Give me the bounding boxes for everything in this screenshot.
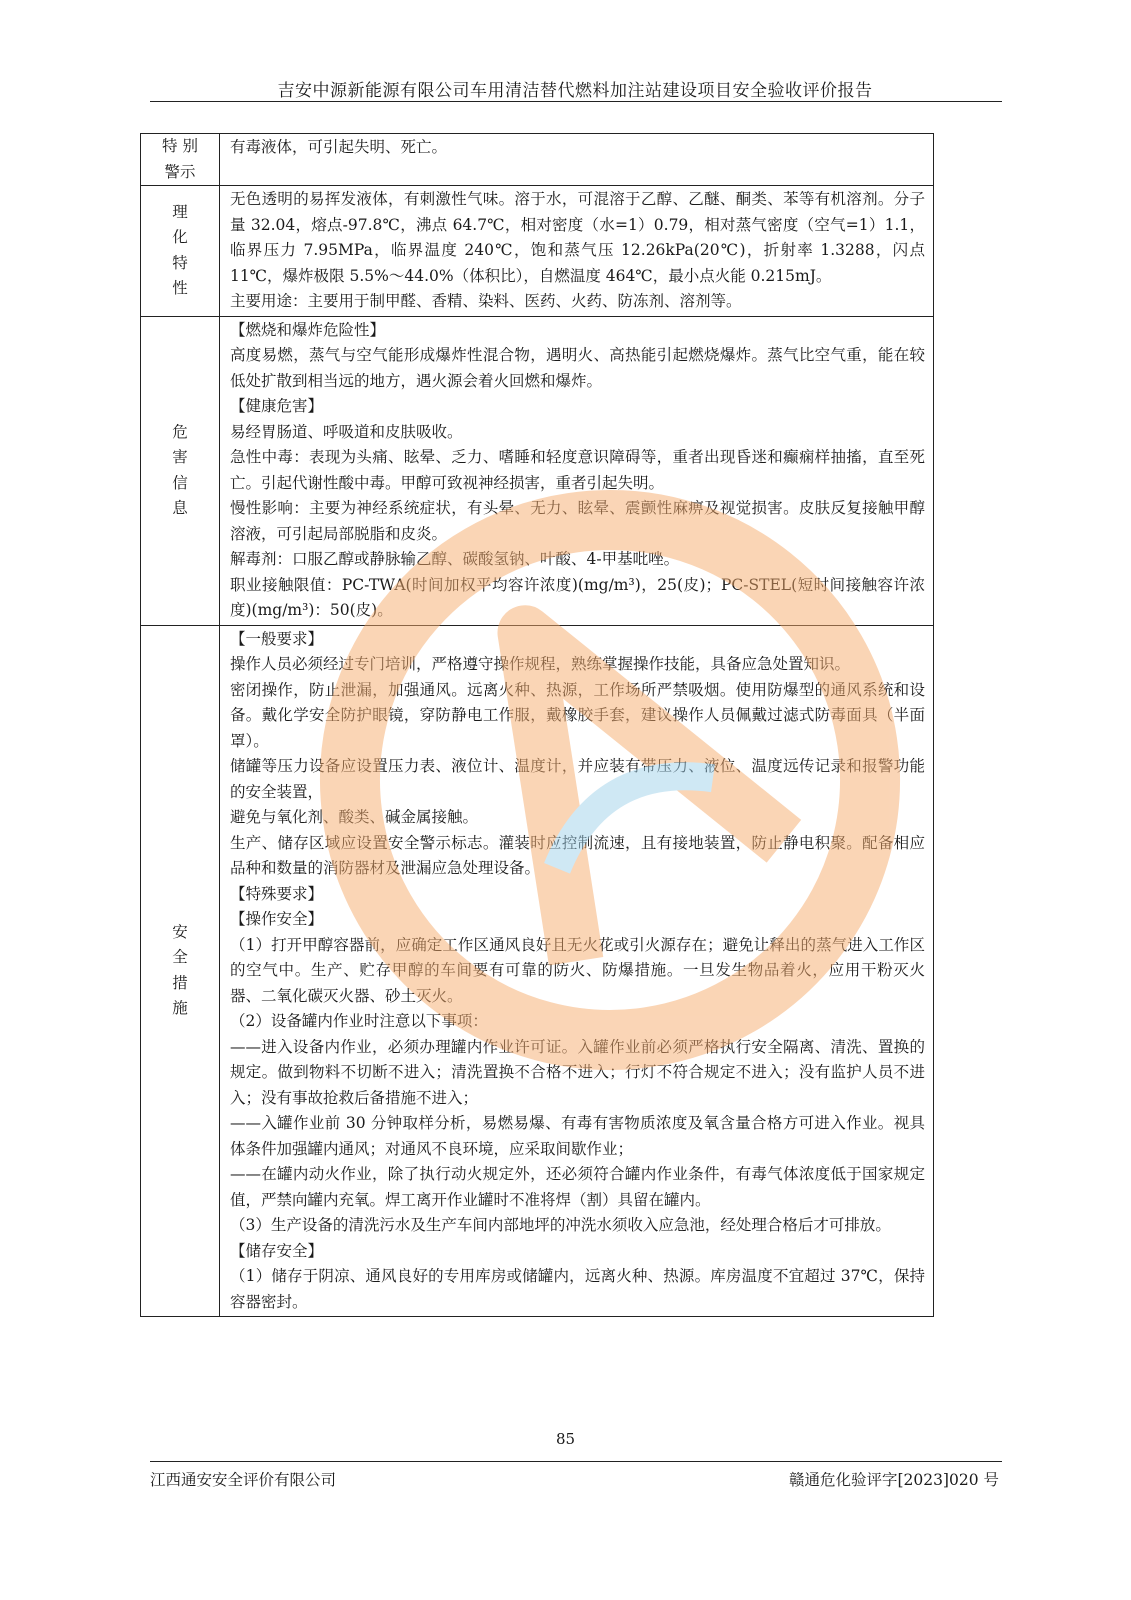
table-row [141, 134, 934, 186]
row-label-text: 性 [172, 279, 188, 298]
content-paragraph: （1）储存于阴凉、通风良好的专用库房或储罐内，远离火种、热源。库房温度不宜超过 37℃，保持容器密封。 [230, 1267, 925, 1311]
row-label-text: 化 [172, 228, 188, 247]
msds-table [140, 133, 934, 1317]
content-paragraph: ——在罐内动火作业，除了执行动火规定外，还必须符合罐内作业条件，有毒气体浓度低于国家规定值，严禁向罐内充氧。焊工离开作业罐时不准将焊（割）具留在罐内。 [230, 1165, 925, 1209]
content-paragraph: （3）生产设备的清洗污水及生产车间内部地坪的冲洗水须收入应急池，经处理合格后才可排放。 [230, 1216, 891, 1234]
row-label-text: 全 [172, 948, 188, 967]
row-label-text: 害 [172, 448, 188, 466]
footer-doc-number: 赣通危化验评字[2023]020 号 [788, 1471, 999, 1489]
row-label [141, 625, 220, 1317]
row-label [141, 186, 220, 317]
row-label-text: 特 别 [162, 137, 198, 155]
row-label-text: 措 [172, 973, 188, 992]
report-title: 吉安中源新能源有限公司车用清洁替代燃料加注站建设项目安全验收评价报告 [277, 81, 873, 101]
row-label-text: 警示 [164, 162, 196, 181]
content-paragraph: 有毒液体，可引起失明、死亡。 [230, 138, 448, 156]
content-paragraph: 生产、储存区域应设置安全警示标志。灌装时应控制流速，且有接地装置，防止静电积聚。配备相应品种和数量的消防器材及泄漏应急处理设备。 [230, 833, 925, 877]
row-label-text: 施 [172, 999, 188, 1018]
content-paragraph: 【储存安全】 [230, 1241, 324, 1260]
page-number: 85 [555, 1430, 576, 1448]
content-paragraph: 慢性影响：主要为神经系统症状，有头晕、无力、眩晕、震颤性麻痹及视觉损害。皮肤反复接触甲醇溶液，可引起局部脱脂和皮炎。 [230, 499, 925, 543]
row-label-text: 安 [172, 922, 188, 941]
content-paragraph: 避免与氧化剂、酸类、碱金属接触。 [230, 808, 479, 826]
content-paragraph: 易经胃肠道、呼吸道和皮肤吸收。 [230, 422, 463, 441]
content-paragraph: 急性中毒：表现为头痛、眩晕、乏力、嗜睡和轻度意识障碍等，重者出现昏迷和癫痫样抽搐，直至死亡。引起代谢性酸中毒。甲醇可致视神经损害，重者引起失明。 [230, 448, 925, 492]
content-paragraph: 【燃烧和爆炸危险性】 [230, 320, 386, 339]
row-content [220, 316, 934, 625]
table-row [141, 186, 934, 317]
footer-company: 江西通安安全评价有限公司 [150, 1471, 337, 1489]
row-content [220, 134, 934, 186]
content-paragraph: 操作人员必须经过专门培训，严格遵守操作规程，熟练掌握操作技能，具备应急处置知识。 [230, 655, 851, 673]
content-paragraph: 【特殊要求】 [230, 884, 324, 903]
content-paragraph: 【健康危害】 [230, 397, 324, 415]
content-paragraph: 储罐等压力设备应设置压力表、液位计、温度计，并应装有带压力、液位、温度远传记录和报警功能的安全装置， [230, 757, 925, 801]
content-paragraph: 【操作安全】 [230, 910, 324, 928]
table-row [141, 316, 934, 625]
content-paragraph: 【一般要求】 [230, 629, 324, 648]
row-label-text: 特 [172, 253, 188, 272]
content-paragraph: 解毒剂：口服乙醇或静脉输乙醇、碳酸氢钠、叶酸、4-甲基吡唑。 [230, 550, 680, 568]
table-row [141, 625, 934, 1317]
content-paragraph: ——入罐作业前 30 分钟取样分析，易燃易爆、有毒有害物质浓度及氧含量合格方可进入作业。视具体条件加强罐内通风；对通风不良环境，应采取间歇作业； [230, 1114, 925, 1158]
row-label-text: 信 [172, 473, 188, 492]
row-content [220, 625, 934, 1317]
content-paragraph: 无色透明的易挥发液体，有刺激性气味。溶于水，可混溶于乙醇、乙醚、酮类、苯等有机溶剂。分子量 32.04，熔点-97.8℃，沸点 64.7℃，相对密度（水=1）0.79，相对蒸气密度（空气=1）1.1，临界压力 7.95MPa，临界温度 240℃，饱和蒸气压 12.26kPa(20℃)，折射率 1.3288，闪点 11℃，爆炸极限 5.5%～44.0%（体积比），自燃温度 464℃，最小点火能 0.215mJ。 [230, 190, 925, 285]
content-paragraph: 职业接触限值：PC-TWA(时间加权平均容许浓度)(mg/m³)，25(皮)；PC-STEL(短时间接触容许浓度)(mg/m³)：50(皮)。 [230, 575, 925, 619]
row-content [220, 186, 934, 317]
row-label [141, 316, 220, 625]
content-paragraph: 密闭操作，防止泄漏，加强通风。远离火种、热源，工作场所严禁吸烟。使用防爆型的通风系统和设备。戴化学安全防护眼镜，穿防静电工作服，戴橡胶手套，建议操作人员佩戴过滤式防毒面具（半面罩）。 [230, 680, 925, 750]
row-label-text: 理 [172, 202, 188, 221]
content-paragraph: ——进入设备内作业，必须办理罐内作业许可证。入罐作业前必须严格执行安全隔离、清洗、置换的规定。做到物料不切断不进入；清洗置换不合格不进入；行灯不符合规定不进入；没有监护人员不进入；没有事故抢救后备措施不进入； [230, 1037, 925, 1107]
content-paragraph: 主要用途：主要用于制甲醛、香精、染料、医药、火药、防冻剂、溶剂等。 [230, 292, 742, 310]
content-paragraph: 高度易燃，蒸气与空气能形成爆炸性混合物，遇明火、高热能引起燃烧爆炸。蒸气比空气重，能在较低处扩散到相当远的地方，遇火源会着火回燃和爆炸。 [230, 346, 925, 390]
content-paragraph: （1）打开甲醇容器前，应确定工作区通风良好且无火花或引火源存在；避免让释出的蒸气进入工作区的空气中。生产、贮存甲醇的车间要有可靠的防火、防爆措施。一旦发生物品着火，应用干粉灭火器、二氧化碳灭火器、砂土灭火。 [230, 935, 925, 1005]
row-label [141, 134, 220, 186]
row-label-text: 危 [172, 422, 188, 441]
footer-divider [150, 1461, 1002, 1462]
header-divider [150, 101, 1002, 102]
row-label-text: 息 [172, 499, 188, 517]
content-paragraph: （2）设备罐内作业时注意以下事项： [230, 1012, 488, 1030]
